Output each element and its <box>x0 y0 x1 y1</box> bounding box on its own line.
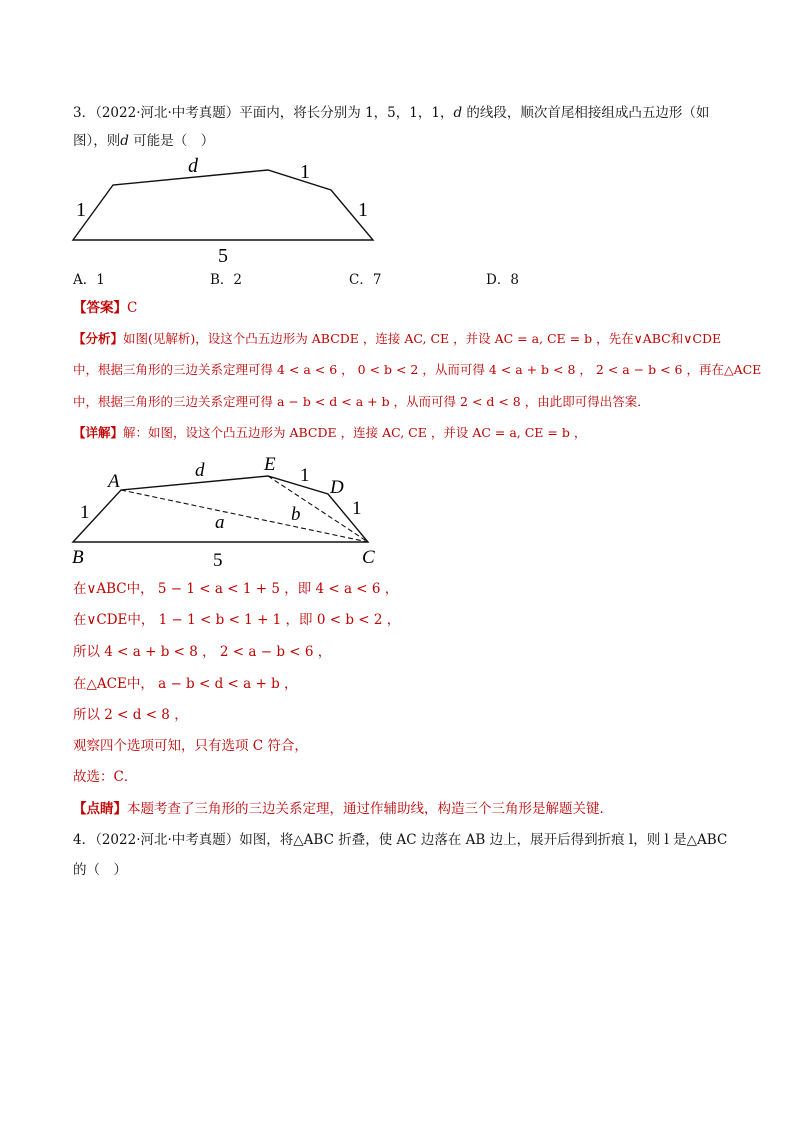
pentagon-label-left: 1 <box>76 199 86 221</box>
vertex-E: E <box>264 454 276 475</box>
side-label-AB: 1 <box>80 502 90 523</box>
detail-step-4: 在△ACE中， a − b < d < a + b ， <box>73 676 298 692</box>
detail-step-6: 观察四个选项可知，只有选项 C 符合， <box>73 738 308 754</box>
detail-step-1: 在∨ABC中， 5 − 1 < a < 1 + 5 ，即 4 < a < 6 ， <box>73 581 399 597</box>
q3-stem-text2: 图），则 <box>73 133 121 149</box>
q3-stem-var: d <box>453 105 463 121</box>
comment-text: 本题考查了三角形的三边关系定理，通过作辅助线，构造三个三角形是解题关键． <box>127 801 613 817</box>
q4-stem: 如图，将△ABC 折叠，使 AC 边落在 AB 边上，展开后得到折痕 l，则 l 是△ABC <box>239 832 728 848</box>
detail-step-5: 所以 2 < d < 8 ， <box>73 707 188 723</box>
vertex-A: A <box>108 471 120 492</box>
q3-stem-text-end: 的线段，顺次首尾相接组成凸五边形（如 <box>462 105 710 121</box>
q3-option-a: A．1 <box>73 272 105 288</box>
pentagon-label-bottom: 5 <box>218 245 228 267</box>
vertex-D: D <box>330 477 344 498</box>
side-label-ED: 1 <box>300 465 310 486</box>
pentagon-label-right: 1 <box>358 199 368 221</box>
q3-stem-text: 平面内，将长分别为 1，5，1，1， <box>239 105 454 121</box>
detail-intro: 【详解】解：如图，设这个凸五边形为 ABCDE ，连接 AC, CE ，并设 AC = a, CE = b ， <box>73 425 587 440</box>
vertex-C: C <box>362 547 375 568</box>
diagonal-label-b: b <box>291 504 301 525</box>
q4-line1 <box>73 830 728 850</box>
analysis-tag: 【分析】 <box>73 331 124 346</box>
q3-number: 3． <box>73 105 96 121</box>
analysis-line1: 【分析】如图(见解析)，设这个凸五边形为 ABCDE ，连接 AC, CE ，并设 AC = a, CE = b ，先在∨ABC和∨CDE <box>73 331 722 346</box>
vertex-B: B <box>72 547 84 568</box>
answer-tag: 【答案】 <box>73 300 127 316</box>
analysis-line3: 中，根据三角形的三边关系定理可得 a − b < d < a + b ，从而可得 2 < d < 8 ，由此即可得出答案． <box>73 394 650 409</box>
q3-option-b: B．2 <box>210 272 243 288</box>
detail-tag: 【详解】 <box>73 425 124 440</box>
q4-source: （2022·河北·中考真题） <box>95 832 240 848</box>
q3-option-d: D．8 <box>486 272 519 288</box>
q4-line2: 的（ ） <box>73 862 127 878</box>
side-label-d: d <box>195 460 205 481</box>
q3-source: （2022·河北·中考真题） <box>95 105 240 121</box>
detail-step-3: 所以 4 < a + b < 8 ， 2 < a − b < 6 ， <box>73 644 332 660</box>
comment-line <box>73 799 723 819</box>
answer-line <box>73 298 723 318</box>
q4-number: 4． <box>73 832 96 848</box>
comment-tag: 【点睛】 <box>73 801 127 817</box>
figure-pentagon-labeled <box>72 454 375 571</box>
detail-step-7: 故选：C． <box>73 769 138 785</box>
q3-stem-var2: d <box>120 133 129 149</box>
analysis-line2: 中，根据三角形的三边关系定理可得 4 < a < 6 ， 0 < b < 2 ，从而可得 4 < a + b < 8 ， 2 < a − b < 6 ，再在△ACE <box>73 362 762 377</box>
pentagon-label-topright: 1 <box>300 161 310 183</box>
answer-value: C <box>127 300 138 316</box>
diagonal-label-a: a <box>215 512 225 533</box>
detail-step-2: 在∨CDE中， 1 − 1 < b < 1 + 1 ，即 0 < b < 2 ， <box>73 612 401 628</box>
q3-stem-text2-end: 可能是（ ） <box>128 133 215 149</box>
pentagon-label-d: d <box>188 155 198 177</box>
q3-option-c: C．7 <box>349 272 382 288</box>
side-label-DC: 1 <box>352 498 362 519</box>
side-label-BC: 5 <box>213 550 223 571</box>
pentagon-outline <box>73 170 373 240</box>
